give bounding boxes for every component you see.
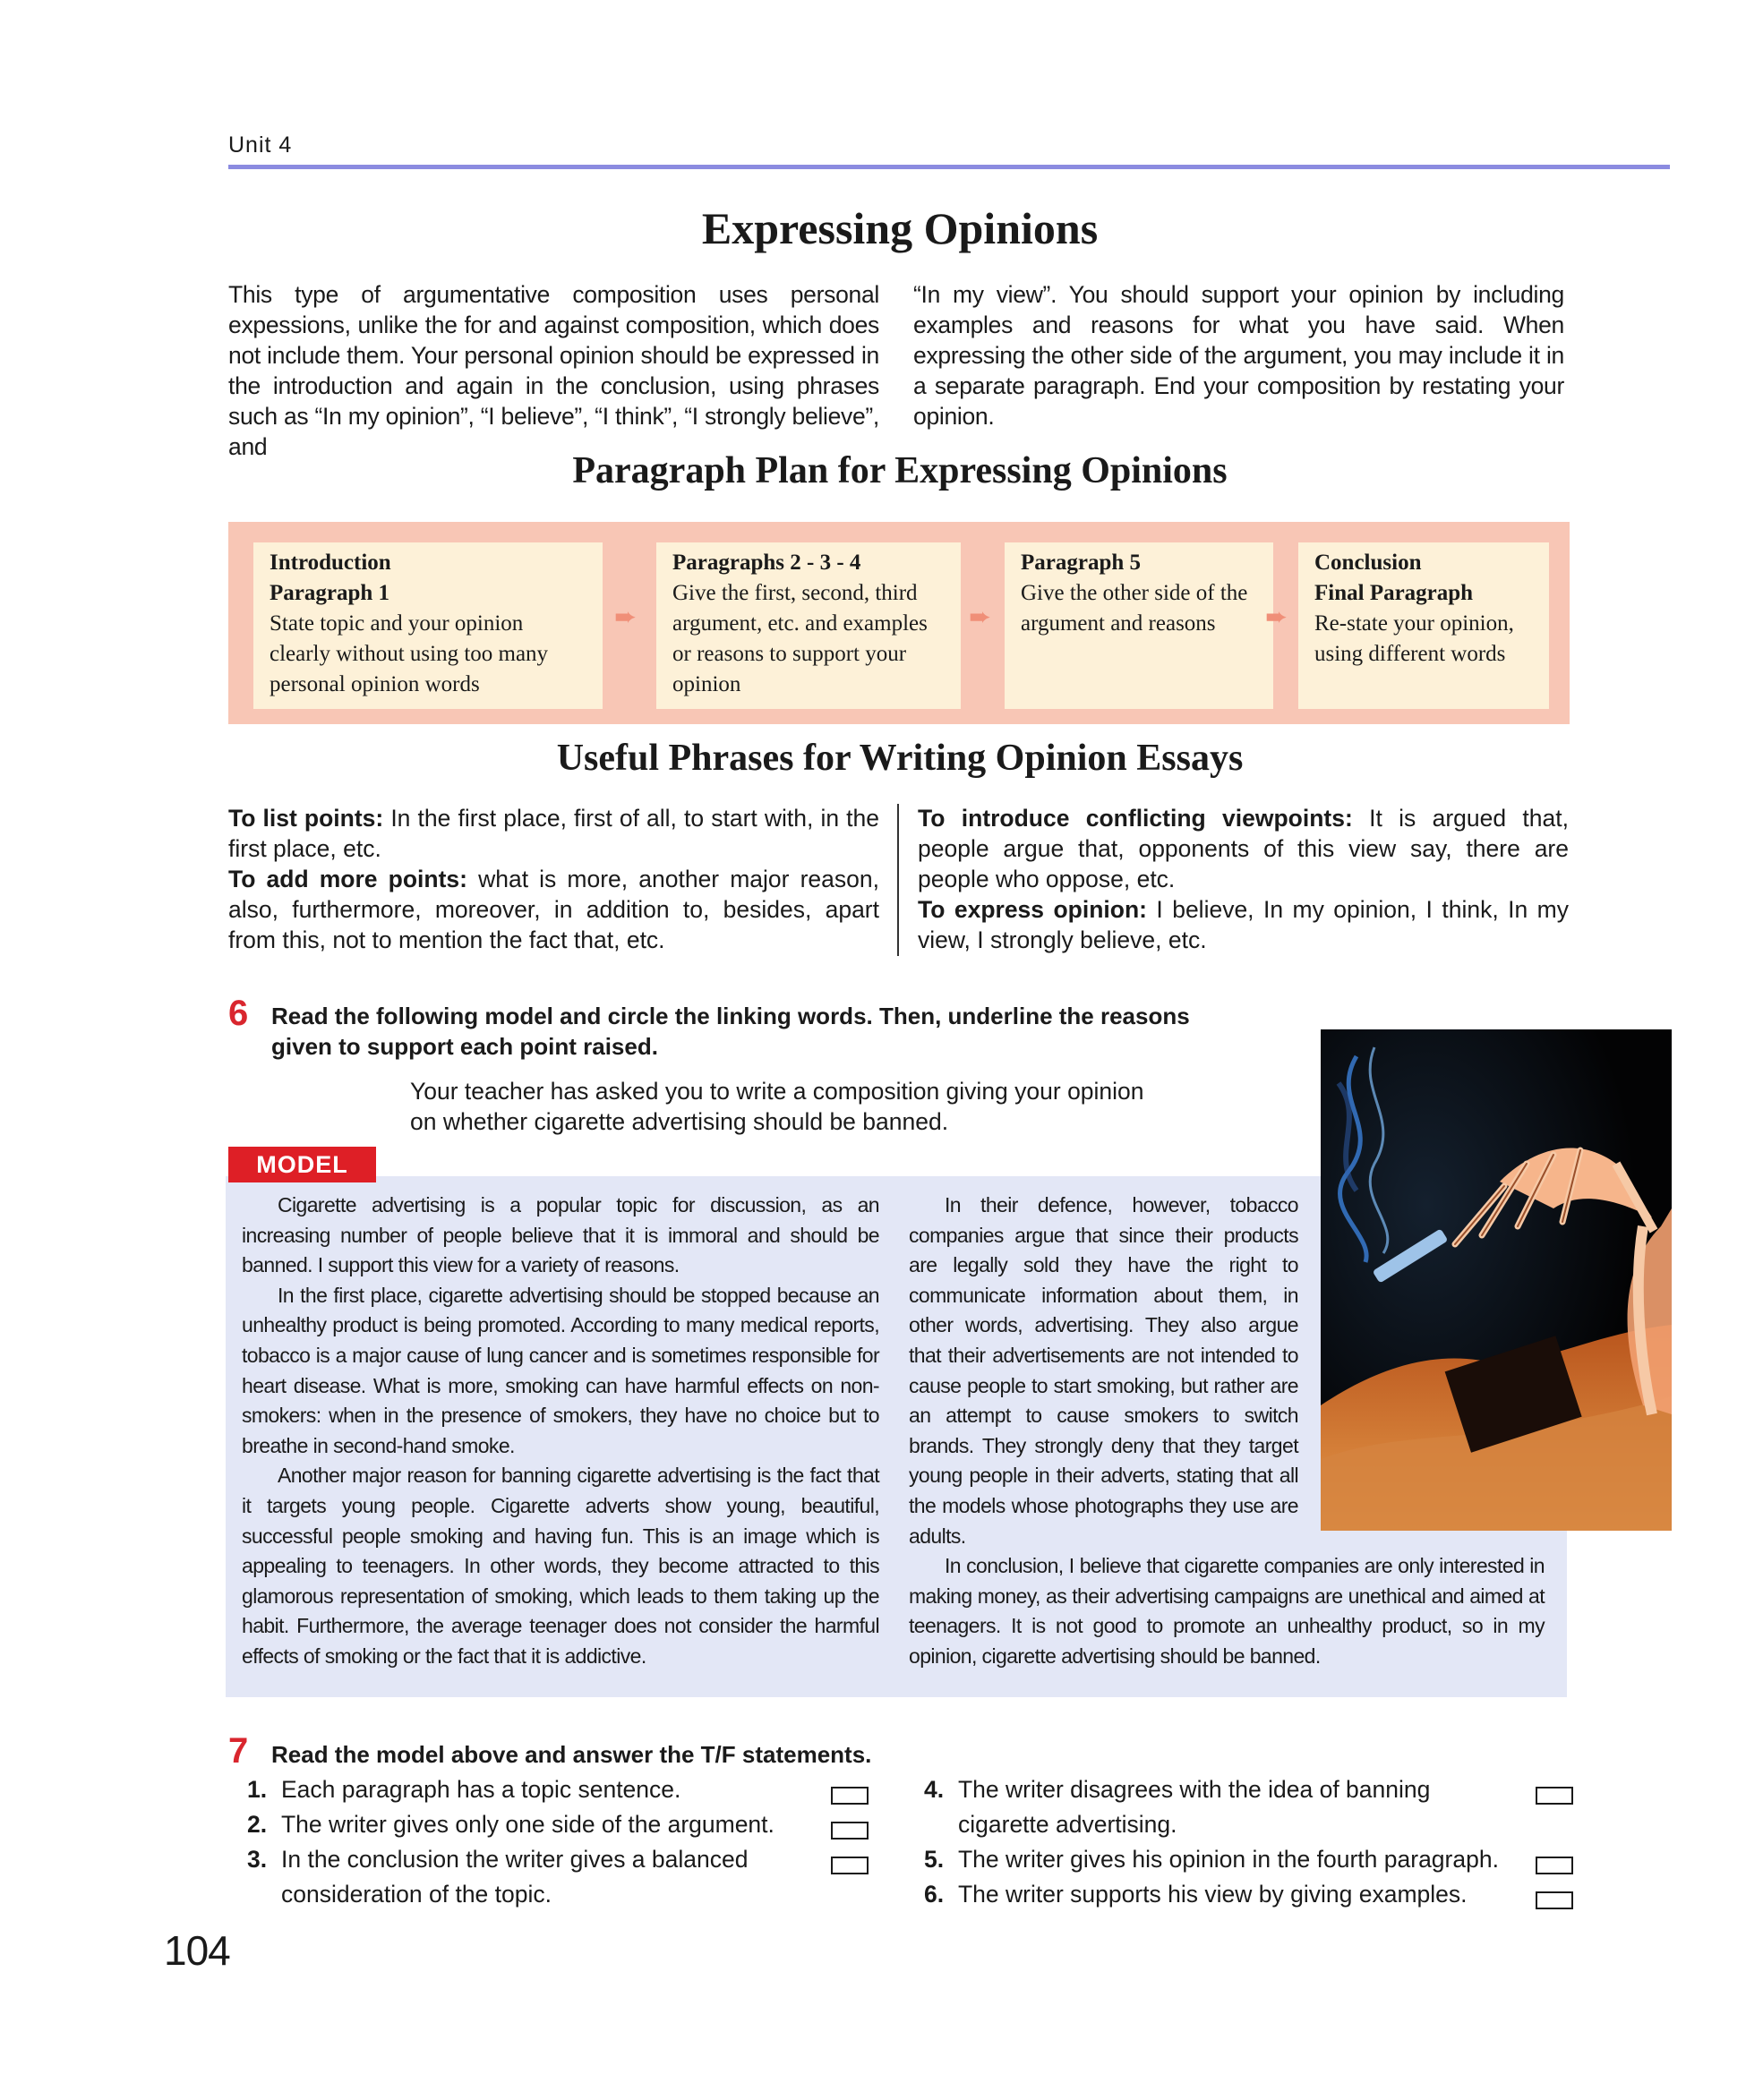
unit-label: Unit 4 (228, 132, 293, 158)
plan-heading: Paragraph 5 (1021, 551, 1142, 575)
plan-body: Give the first, second, third argument, etc. and examples or reasons to support your opinion (672, 581, 928, 696)
plan-subheading: Final Paragraph (1314, 581, 1474, 605)
model-paragraph: Cigarette advertising is a popular topic for discussion, as an increasing number of people believe that it is immoral and should be banned. I support this view for a variety of reasons. (242, 1193, 879, 1277)
exercise-6-number: 6 (228, 994, 249, 1033)
tf-statement-5: 5. The writer gives his opinion in the fourth paragraph. (924, 1846, 1499, 1873)
model-paragraph: In their defence, however, tobacco companies argue that since their products are legally sold they have the right to communicate information about them, in other words, advertising. They also argue that their advertisements are not intended to cause people to start smoking, but rather are an attempt to cause smokers to switch brands. They strongly deny that they target young people in their adverts, stating that all the models whose photographs they use are adults. (909, 1193, 1298, 1548)
phrases-right-column (918, 803, 1569, 955)
model-left-column (242, 1191, 879, 1672)
plan-heading: Paragraphs 2 - 3 - 4 (672, 551, 861, 575)
exercise-7-instruction: Read the model above and answer the T/F statements. (271, 1741, 872, 1768)
tf-answer-box-3[interactable] (831, 1857, 869, 1874)
exercise-6-instruction: Read the following model and circle the linking words. Then, underline the reasons given to support each point raised. (271, 1003, 1190, 1060)
model-paragraph: Another major reason for banning cigarette advertising is the fact that it targets young people. Cigarette adverts show young, beautiful, successful people smoking and having fun. This is an image which is appealing to teenagers. In other words, they become attracted to this glamorous representation of smoking, which leads to them taking up the habit. Furthermore, the average teenager does not consider the harmful effects of smoking or the fact that it is addictive. (242, 1464, 879, 1668)
skeleton-hand-cigarette-photo (1321, 1029, 1672, 1531)
tf-answer-box-1[interactable] (831, 1787, 869, 1805)
phrase-conflicting-viewpoints: To introduce conflicting viewpoints: It is argued that, people argue that, opponents of this view say, there are people who oppose, etc. (918, 805, 1569, 892)
phrases-divider (897, 804, 899, 956)
plan-box-paragraphs (656, 542, 961, 709)
arrow-right-icon: ➨ (614, 602, 638, 632)
exercise-7-number: 7 (228, 1731, 249, 1771)
plan-title: Paragraph Plan for Expressing Opinions (572, 450, 1228, 491)
phrase-list-points: To list points: In the first place, first of all, to start with, in the first place, etc. (228, 805, 880, 862)
plan-body: Re-state your opinion, using different words (1314, 611, 1514, 666)
arrow-right-icon: ➨ (1265, 602, 1288, 632)
intro-right-column: “In my view”. You should support your opinion by including examples and reasons for what you have said. When expressing the other side of the argument, you may include it in a separate paragraph. End your composition by restating your opinion. (913, 281, 1564, 430)
plan-box-paragraph5 (1005, 542, 1273, 709)
phrase-add-points: To add more points: what is more, another major reason, also, furthermore, moreover, in addition to, besides, apart from this, not to mention the fact that, etc. (228, 866, 879, 953)
plan-heading: Conclusion (1314, 551, 1422, 575)
plan-box-introduction (253, 542, 603, 709)
plan-body: Give the other side of the argument and reasons (1021, 581, 1248, 636)
tf-statement-4: 4. The writer disagrees with the idea of banning cigarette advertising. (924, 1776, 1431, 1838)
page-title: Expressing Opinions (701, 203, 1099, 253)
arrow-right-icon: ➨ (969, 602, 992, 632)
tf-statement-6: 6. The writer supports his view by giving examples. (924, 1881, 1468, 1908)
phrase-express-opinion: To express opinion: I believe, In my opinion, I think, In my view, I strongly believe, etc. (918, 896, 1569, 953)
plan-box-conclusion (1298, 542, 1549, 709)
tf-statement-2: 2. The writer gives only one side of the argument. (247, 1811, 775, 1838)
plan-subheading: Paragraph 1 (270, 581, 390, 605)
tf-answer-box-2[interactable] (831, 1822, 869, 1840)
page-number: 104 (164, 1927, 230, 1974)
header-rule (228, 165, 1670, 169)
plan-body: State topic and your opinion clearly without using too many personal opinion words (270, 611, 549, 696)
model-paragraph: In conclusion, I believe that cigarette companies are only interested in making money, as their advertising campaigns are unethical and aimed at teenagers. It is not good to promote an unhealthy product, so in my opinion, cigarette advertising should be banned. (909, 1554, 1545, 1668)
tf-statement-3: 3. In the conclusion the writer gives a balanced consideration of the topic. (247, 1846, 749, 1908)
tf-statement-1: 1. Each paragraph has a topic sentence. (247, 1776, 681, 1803)
model-paragraph: In the first place, cigarette advertising should be stopped because an unhealthy product is being promoted. According to many medical reports, tobacco is a major cause of lung cancer and is sometimes responsible for heart disease. What is more, smoking can have harmful effects on non-smokers: when in the presence of smokers, they have no choice but to breathe in second-hand smoke. (242, 1283, 879, 1457)
intro-left-column: This type of argumentative composition uses personal expessions, unlike the for and against composition, which does not include them. Your personal opinion should be expressed in the introduction and again in the conclusion, using phrases such as “In my opinion”, “I believe”, “I think”, “I strongly believe”, and (228, 281, 879, 460)
plan-heading: Introduction (270, 551, 391, 575)
tf-answer-box-4[interactable] (1536, 1787, 1573, 1805)
exercise-6-task: Your teacher has asked you to write a composition giving your opinion on whether cigarette advertising should be banned. (410, 1078, 1144, 1135)
tf-answer-box-6[interactable] (1536, 1891, 1573, 1909)
model-tab: MODEL (228, 1147, 376, 1182)
phrases-title: Useful Phrases for Writing Opinion Essays (556, 738, 1244, 779)
phrases-left-column (228, 803, 879, 955)
tf-answer-box-5[interactable] (1536, 1857, 1573, 1874)
